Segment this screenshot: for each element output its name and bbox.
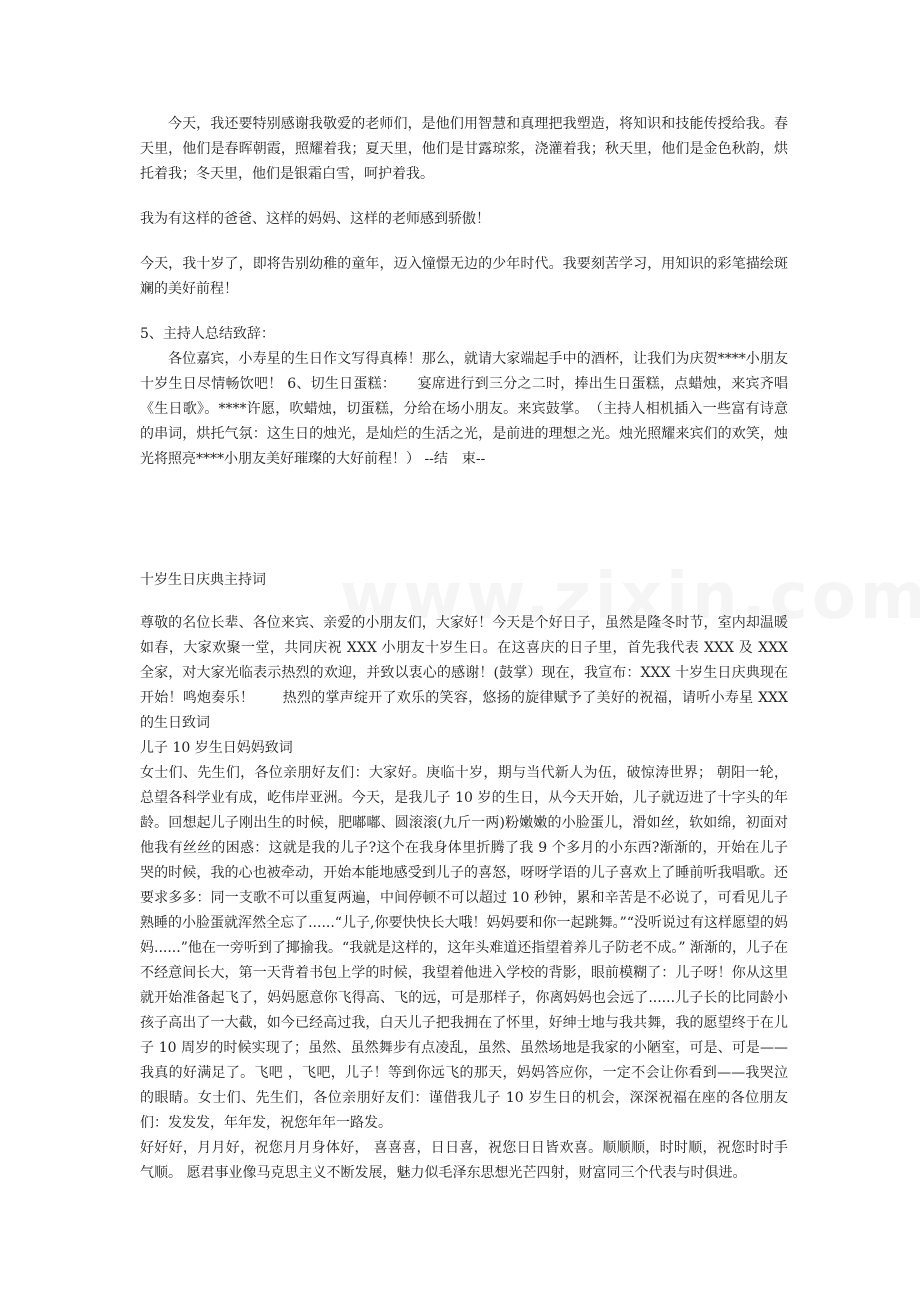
mother-speech-paragraph: 女士们、先生们，各位亲朋好友们：大家好。庚临十岁，期与当代新人为伍，破惊涛世界； 朝阳一轮，总望各科学业有成，屹伟岸亚洲。今天，是我儿子 10 岁的生日，从今天开始，儿子就迈进了十字头的年龄。回想起儿子刚出生的时候，肥嘟嘟、圆滚滚(九斤一两)粉嫩嫩的小脸蛋儿，滑如丝，软如绵，初面对他我有丝丝的困惑：这就是我的儿子?这个在我身体里折腾了我 9 个多月的小东西?渐渐的，开始在儿子哭的时候，我的心也被牵动，开始本能地感受到儿子的喜怒，呀呀学语的儿子喜欢上了睡前听我唱歌。还要求多多：同一支歌不可以重复两遍，中间停顿不可以超过 10 秒钟，累和辛苦是不必说了，可看见儿子熟睡的小脸蛋就浑然全忘了......“儿子,你要快快长大哦！妈妈要和你一起跳舞。”“没听说过有这样愿望的妈妈......”他在一旁听到了揶揄我。“我就是这样的，这年头难道还指望着养儿子防老不成。” 渐渐的，儿子在不经意间长大，第一天背着书包上学的时候，我望着他进入学校的背影，眼前模糊了：儿子呀！你从这里就开始准备起飞了，妈妈愿意你飞得高、飞的远，可是那样子，你离妈妈也会远了......儿子长的比同龄小孩子高出了一大截，如今已经高过我，白天儿子把我拥在了怀里，好绅士地与我共舞，我的愿望终于在儿子 10 周岁的时候实现了；虽然、虽然舞步有点凌乱，虽然、虽然场地是我家的小陋室，可是、可是——我真的好满足了。飞吧 ，飞吧，儿子！等到你远飞的那天，妈妈答应你，一定不会让你看到——我哭泣的眼睛。女士们、先生们，各位亲朋好友们：谨借我儿子 10 岁生日的机会，深深祝福在座的各位朋友们：发发发，年年发，祝您年年一路发。: [140, 765, 788, 1131]
ten-years-old-paragraph: 今天，我十岁了，即将告别幼稚的童年，迈入憧憬无边的少年时代。我要刻苦学习，用知识的彩笔描绘斑斓的美好前程！: [140, 256, 788, 297]
spacer: [140, 187, 788, 207]
ceremony-script-title: 十岁生日庆典主持词: [140, 572, 266, 588]
thanks-teachers-paragraph: 今天，我还要特别感谢我敬爱的老师们，是他们用智慧和真理把我塑造，将知识和技能传授给我。春天里，他们是春晖朝霞，照耀着我；夏天里，他们是甘露琼浆，浇灌着我；秋天里，他们是金色秋韵，烘托着我；冬天里，他们是银霜白雪，呵护着我。: [140, 116, 788, 182]
opening-paragraph: 尊敬的名位长辈、各位来宾、亲爱的小朋友们，大家好！今天是个好日子，虽然是隆冬时节，室内却温暖如春，大家欢聚一堂，共同庆祝 XXX 小朋友十岁生日。在这喜庆的日子里，首先我代表 XXX 及 XXX 全家，对大家光临表示热烈的欢迎，并致以衷心的感谢！(鼓掌）现在，我宣布：XXX 十岁生日庆典现在开始！鸣炮奏乐！ 热烈的掌声绽开了欢乐的笑容，悠扬的旋律赋予了美好的祝福，请听小寿星 XXX 的生日致词: [140, 615, 788, 731]
spacer: [140, 593, 788, 611]
host-summary-heading: 5、主持人总结致辞：: [140, 326, 275, 342]
spacer: [140, 472, 788, 568]
host-summary-paragraph: 各位嘉宾，小寿星的生日作文写得真棒！那么，就请大家端起手中的酒杯，让我们为庆贺****小朋友十岁生日尽情畅饮吧！ 6、切生日蛋糕： 宴席进行到三分之二时，捧出生日蛋糕，点蜡烛，来宾齐唱《生日歌》。****许愿，吹蜡烛，切蛋糕，分给在场小朋友。来宾鼓掌。 （主持人相机插入一些富有诗意的串词，烘托气氛：这生日的烛光，是灿烂的生活之光，是前进的理想之光。烛光照耀来宾们的欢笑，烛光将照亮****小朋友美好璀璨的大好前程！） --结 束--: [140, 351, 788, 467]
spacer: [140, 302, 788, 322]
spacer: [140, 232, 788, 252]
mother-speech-title: 儿子 10 岁生日妈妈致词: [140, 740, 293, 756]
proud-paragraph: 我为有这样的爸爸、这样的妈妈、这样的老师感到骄傲！: [140, 211, 490, 227]
document-body: [140, 112, 788, 1186]
blessing-paragraph: 好好好，月月好，祝您月月身体好， 喜喜喜，日日喜，祝您日日皆欢喜。顺顺顺，时时顺，祝您时时手气顺。 愿君事业像马克思主义不断发展，魅力似毛泽东思想光芒四射，财富同三个代表与时俱进。: [140, 1140, 788, 1181]
